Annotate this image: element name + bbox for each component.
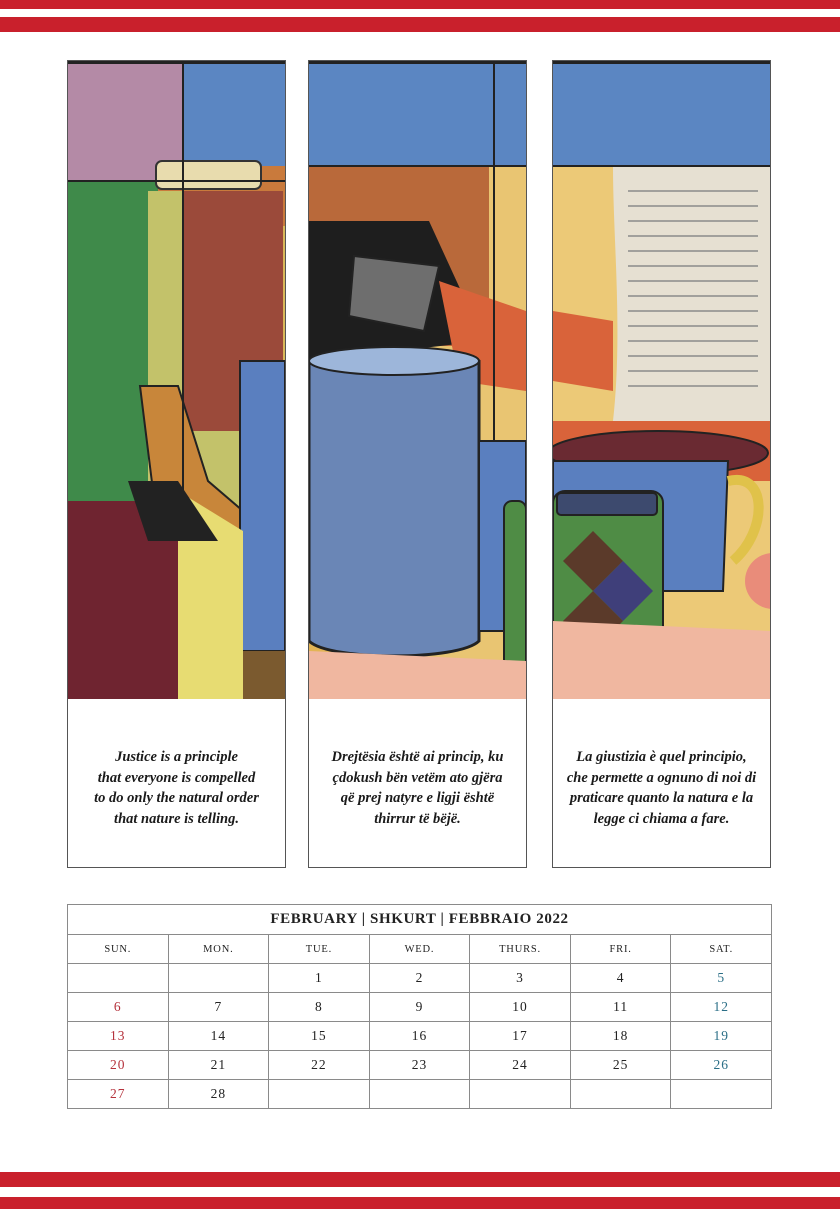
day-cell: 20: [68, 1051, 169, 1080]
caption-english: [78, 747, 275, 829]
day-cell: 9: [369, 993, 470, 1022]
day-cell: 22: [269, 1051, 370, 1080]
weekday-fri: FRI.: [570, 935, 671, 964]
day-cell: [671, 1080, 772, 1109]
caption-line: çdokush bën vetëm ato gjëra: [332, 769, 503, 786]
artwork-panel-1: [67, 60, 286, 868]
calendar-table: [67, 904, 772, 1109]
weekday-header-row: [68, 935, 772, 964]
bottom-red-bar-2: [0, 1197, 840, 1209]
day-cell: 2: [369, 964, 470, 993]
day-cell: [269, 1080, 370, 1109]
week-row: [68, 993, 772, 1022]
week-row: [68, 964, 772, 993]
day-cell: 23: [369, 1051, 470, 1080]
day-cell: 14: [168, 1022, 269, 1051]
artwork-image-3: [553, 61, 770, 699]
top-red-bar-2: [0, 17, 840, 32]
day-cell: 5: [671, 964, 772, 993]
artwork-image-1: [68, 61, 285, 699]
day-cell: 1: [269, 964, 370, 993]
day-cell: 6: [68, 993, 169, 1022]
artwork-frame-edge: [309, 61, 526, 64]
day-cell: 16: [369, 1022, 470, 1051]
artwork-frame-edge: [553, 61, 770, 64]
caption-albanian: [319, 747, 516, 829]
week-row: [68, 1051, 772, 1080]
weekday-sat: SAT.: [671, 935, 772, 964]
day-cell: 24: [470, 1051, 571, 1080]
day-cell: [470, 1080, 571, 1109]
caption-italian: [563, 747, 760, 829]
calendar-title: FEBRUARY | SHKURT | FEBBRAIO 2022: [68, 905, 772, 935]
day-cell: 26: [671, 1051, 772, 1080]
caption-line: Justice is a principle: [115, 749, 238, 765]
week-row: [68, 1080, 772, 1109]
weekday-thu: THURS.: [470, 935, 571, 964]
day-cell: 27: [68, 1080, 169, 1109]
caption-line: që prej natyre e ligji është: [340, 790, 495, 806]
artwork-image-2: [309, 61, 526, 699]
caption-line: legge ci chiama a fare.: [593, 810, 730, 827]
day-cell: 21: [168, 1051, 269, 1080]
bottom-red-bar-1: [0, 1172, 840, 1187]
day-cell: 28: [168, 1080, 269, 1109]
weekday-mon: MON.: [168, 935, 269, 964]
day-cell: 7: [168, 993, 269, 1022]
day-cell: 19: [671, 1022, 772, 1051]
caption-line: to do only the natural order: [94, 790, 259, 806]
week-row: [68, 1022, 772, 1051]
day-cell: 10: [470, 993, 571, 1022]
day-cell: 11: [570, 993, 671, 1022]
day-cell: 17: [470, 1022, 571, 1051]
caption-line: that everyone is compelled: [97, 769, 256, 786]
caption-line: La giustizia è quel principio,: [576, 749, 747, 765]
day-cell: 4: [570, 964, 671, 993]
day-cell: 3: [470, 964, 571, 993]
day-cell: 12: [671, 993, 772, 1022]
day-cell: [369, 1080, 470, 1109]
artwork-panel-3: [552, 60, 771, 868]
caption-line: praticare quanto la natura e la: [569, 790, 754, 806]
day-cell: 13: [68, 1022, 169, 1051]
day-cell: 8: [269, 993, 370, 1022]
weekday-sun: SUN.: [68, 935, 169, 964]
weekday-wed: WED.: [369, 935, 470, 964]
day-cell: [168, 964, 269, 993]
day-cell: 18: [570, 1022, 671, 1051]
caption-line: Drejtësia është ai princip, ku: [331, 749, 504, 765]
artwork-frame-edge: [68, 61, 285, 64]
day-cell: [570, 1080, 671, 1109]
weekday-tue: TUE.: [269, 935, 370, 964]
top-red-bar-1: [0, 0, 840, 9]
day-cell: 25: [570, 1051, 671, 1080]
caption-line: that nature is telling.: [114, 810, 239, 827]
artwork-panel-2: [308, 60, 527, 868]
caption-line: thirrur të bëjë.: [374, 810, 461, 827]
day-cell: 15: [269, 1022, 370, 1051]
day-cell: [68, 964, 169, 993]
caption-line: che permette a ognuno di noi di: [566, 769, 757, 786]
